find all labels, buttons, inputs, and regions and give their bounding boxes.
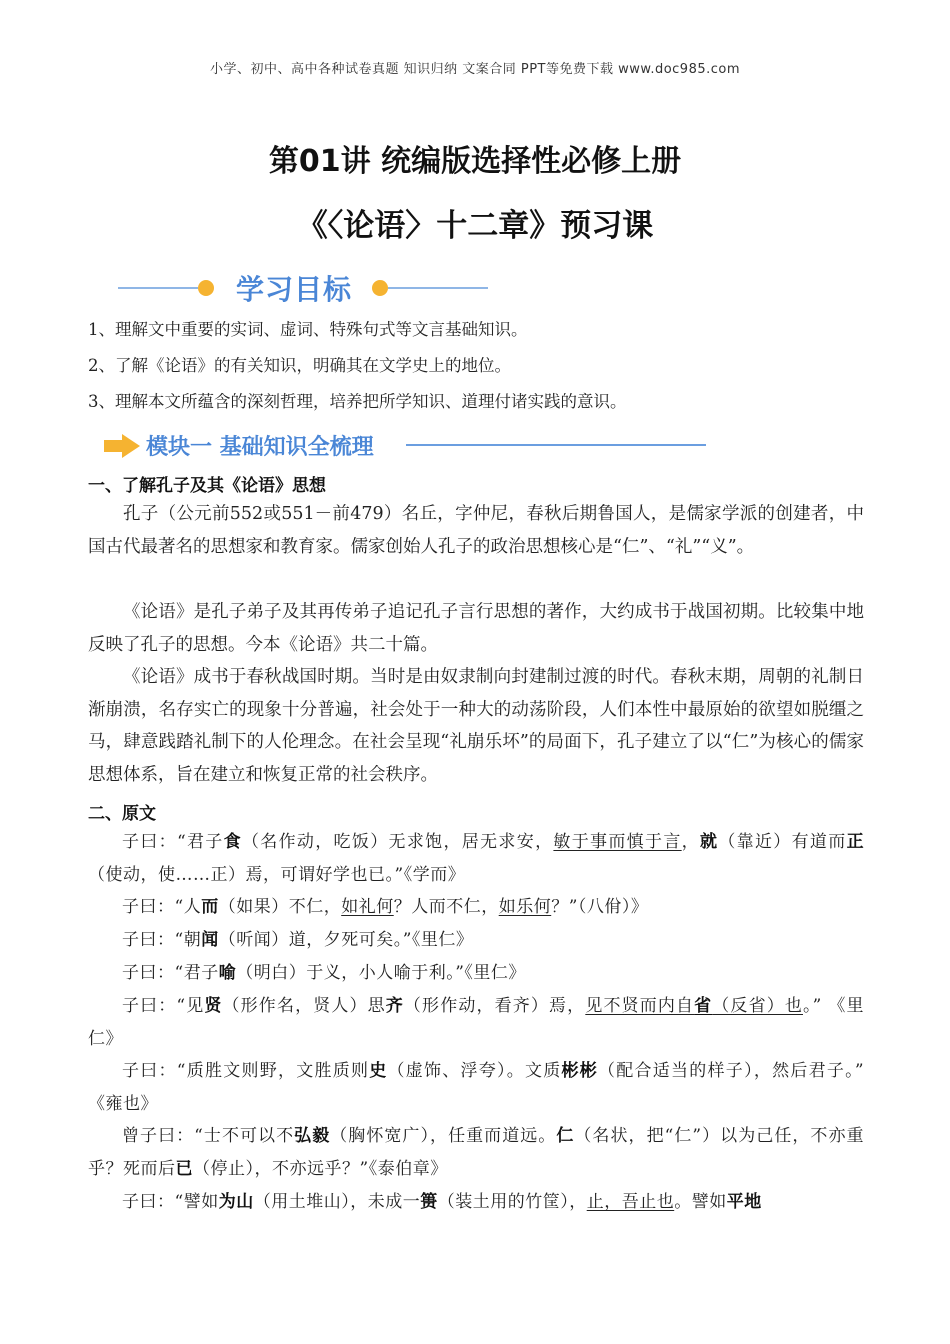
key-term: 就 xyxy=(699,832,719,852)
paragraph: 《论语》是孔子弟子及其再传弟子追记孔子言行思想的著作，大约成书于战国初期。比较集中地反映了孔子的思想。今本《论语》共二十篇。 xyxy=(88,602,864,655)
key-term: 齐 xyxy=(385,996,404,1016)
underlined-phrase: 见不贤而内自 xyxy=(585,996,695,1016)
passage-text: （胸怀宽广），任重而道远。 xyxy=(330,1126,557,1146)
objectives-banner-title: 学习目标 xyxy=(236,273,353,306)
passage-text: 子曰：“譬如 xyxy=(122,1192,219,1212)
key-term: 平地 xyxy=(726,1192,762,1212)
key-term: 史 xyxy=(369,1061,388,1081)
passage-text: 子曰：“君子 xyxy=(122,832,224,852)
passage-text: ？”（八佾）》 xyxy=(551,897,649,917)
passage-text: （用土堆山），未成一 xyxy=(253,1192,421,1212)
passage-text: （形作名，贤人）思 xyxy=(222,996,386,1016)
passage xyxy=(88,1055,864,1120)
passage-text: 。譬如 xyxy=(674,1192,727,1212)
passage-text: 子曰：“见 xyxy=(122,996,205,1016)
objective-item: 3、理解本文所蕴含的深刻哲理，培养把所学知识、道理付诸实践的意识。 xyxy=(88,392,627,411)
key-term: 正 xyxy=(846,832,865,852)
banner-dot-left xyxy=(198,280,214,296)
banner-line-right xyxy=(388,287,488,289)
underlined-phrase: （反省）也 xyxy=(712,996,803,1016)
underlined-phrase: 敏于事而慎于言 xyxy=(553,832,682,852)
arrow-icon xyxy=(104,434,140,458)
module-banner-line xyxy=(406,444,706,446)
key-term: 贤 xyxy=(204,996,223,1016)
passage xyxy=(88,1186,864,1219)
passage-text: 。” 《里仁》 xyxy=(88,996,865,1049)
objective-item: 1、理解文中重要的实词、虚词、特殊句式等文言基础知识。 xyxy=(88,320,528,339)
passage-text: ？人而不仁， xyxy=(393,897,499,917)
objective-item: 2、了解《论语》的有关知识，明确其在文学史上的地位。 xyxy=(88,356,511,375)
passage-text: （名状，把“仁”）以为己任，不亦重乎？死而后 xyxy=(88,1126,864,1179)
passage-text: 子曰：“质胜文则野，文胜质则 xyxy=(122,1061,370,1081)
passage-text: （靠近）有道而 xyxy=(718,832,847,852)
module-banner xyxy=(100,426,710,466)
passage-text: 曾子曰：“士不可以不 xyxy=(122,1126,295,1146)
passage-text: 子曰：“人 xyxy=(122,897,202,917)
passage-text: （虚饰、浮夸）。文质 xyxy=(387,1061,562,1081)
banner-line-left xyxy=(118,287,198,289)
page-subtitle: 《〈论语〉十二章》预习课 xyxy=(296,208,654,244)
module-banner-title: 模块一 基础知识全梳理 xyxy=(146,435,374,460)
passage-text: （名作动，吃饭）无求饱，居无求安， xyxy=(241,832,554,852)
paragraph: 《论语》成书于春秋战国时期。当时是由奴隶制向封建制过渡的时代。春秋末期，周朝的礼制日渐崩溃，名存实亡的现象十分普遍，社会处于一种大的动荡阶段，人们本性中最原始的欲望如脱缰之马，肆意践踏礼制下的人伦理念。在社会呈现“礼崩乐坏”的局面下，孔子建立了以“仁”为核心的儒家思想体系，旨在建立和恢复正常的社会秩序。 xyxy=(88,667,864,785)
passage-text: （形作动，看齐）焉， xyxy=(403,996,586,1016)
passage xyxy=(88,826,864,891)
passage xyxy=(88,1120,864,1185)
passage-text: （使动，使……正）焉，可谓好学也已。”《学而》 xyxy=(88,864,466,885)
key-term: 闻 xyxy=(201,930,219,950)
key-term: 食 xyxy=(223,832,242,852)
key-term: 为山 xyxy=(218,1192,254,1212)
paragraph: 孔子（公元前552或551－前479）名丘，字仲尼，春秋后期鲁国人，是儒家学派的创建者，中国古代最著名的思想家和教育家。儒家创始人孔子的政治思想核心是“仁”、“礼”“义”。 xyxy=(88,504,864,557)
key-term: 已 xyxy=(175,1158,193,1179)
objectives-banner xyxy=(118,268,478,308)
key-term: 而 xyxy=(201,897,219,917)
page-header: 小学、初中、高中各种试卷真题 知识归纳 文案合同 PPT等免费下载 www.doc985.com xyxy=(209,62,741,77)
passage-text: （停止），不亦远乎？”《泰伯章》 xyxy=(193,1158,448,1179)
passage xyxy=(88,924,864,957)
underlined-phrase: 止，吾止也 xyxy=(586,1192,675,1212)
key-term: 篑 xyxy=(420,1192,438,1212)
underlined-phrase: 如乐何 xyxy=(498,897,552,917)
key-term: 喻 xyxy=(218,963,237,983)
section-heading: 一、了解孔子及其《论语》思想 xyxy=(88,476,326,496)
key-term: 弘毅 xyxy=(294,1126,331,1146)
passage-text: 子曰：“朝 xyxy=(122,930,202,950)
passage-text: 子曰：“君子 xyxy=(122,963,219,983)
passage-text: （装土用的竹筐）， xyxy=(437,1192,587,1212)
key-term: 省 xyxy=(694,996,713,1016)
passage-text: （明白）于义，小人喻于利。”《里仁》 xyxy=(236,963,526,983)
underlined-phrase: 如礼何 xyxy=(341,897,394,917)
section-heading: 二、原文 xyxy=(88,804,156,824)
banner-dot-right xyxy=(372,280,388,296)
page-title: 第01讲 统编版选择性必修上册 xyxy=(268,144,682,179)
key-term: 仁 xyxy=(556,1126,575,1146)
passage-text: ， xyxy=(681,832,700,852)
passage-text: （配合适当的样子），然后君子。” 《雍也》 xyxy=(88,1061,865,1114)
passage xyxy=(88,990,864,1055)
passage-text: （听闻）道，夕死可矣。”《里仁》 xyxy=(218,930,474,950)
passage xyxy=(88,957,864,990)
passage-text: （如果）不仁， xyxy=(218,897,342,917)
passage xyxy=(88,891,864,924)
key-term: 彬彬 xyxy=(561,1061,599,1081)
